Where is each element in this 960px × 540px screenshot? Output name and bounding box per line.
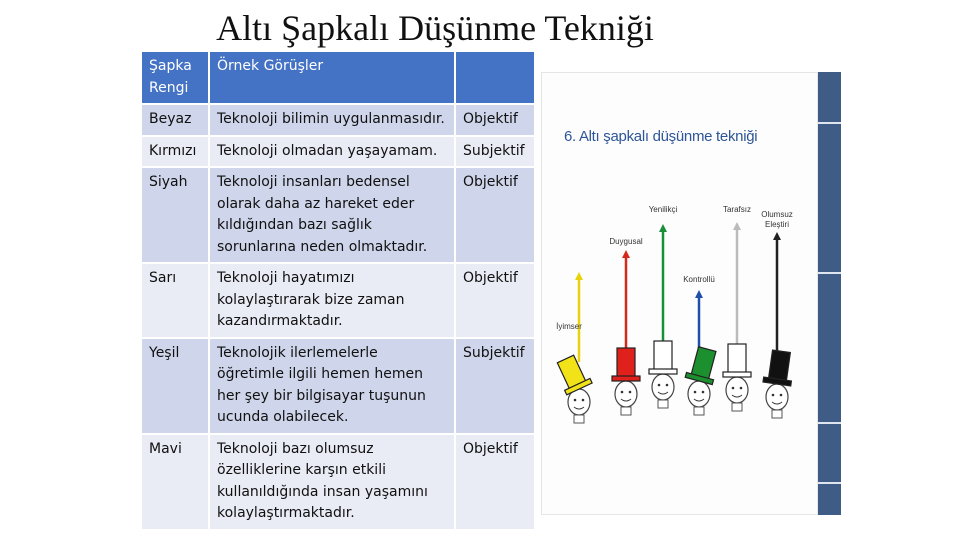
neck <box>621 407 631 415</box>
eye <box>702 391 705 394</box>
arrow-head <box>575 272 583 280</box>
header-hat-color: Şapka Rengi <box>141 51 209 104</box>
hat-label: Yenilikçi <box>648 205 678 214</box>
eye <box>740 387 743 390</box>
arrow-head <box>622 250 630 258</box>
neck <box>772 410 782 418</box>
arrow-head <box>695 290 703 298</box>
hat-crown <box>728 344 746 374</box>
table-row <box>141 104 535 136</box>
type-cell: Objektif <box>455 434 535 530</box>
opinion-cell: Teknoloji insanları bedensel olarak daha az hareket eder kıldığından bazı sağlık sorunlarına neden olmaktadır. <box>209 167 455 263</box>
eye <box>732 387 735 390</box>
header-type <box>455 51 535 104</box>
table-row <box>141 136 535 168</box>
hat-color-cell: Kırmızı <box>141 136 209 168</box>
hat <box>763 349 795 386</box>
neck <box>694 407 704 415</box>
opinion-cell: Teknoloji hayatımızı kolaylaştırarak bize zaman kazandırmaktadır. <box>209 263 455 338</box>
opinion-cell: Teknoloji bilimin uygulanmasıdır. <box>209 104 455 136</box>
opinion-cell: Teknolojik ilerlemelerle öğretimle ilgili hemen hemen her şey bir bilgisayar tuşunun ucunda olabilecek. <box>209 338 455 434</box>
eye <box>582 399 585 402</box>
illustration-title: 6. Altı şapkalı düşünme tekniği <box>564 128 758 145</box>
opinion-cell: Teknoloji olmadan yaşayamam. <box>209 136 455 168</box>
hat-label: Kontrollü <box>683 275 715 284</box>
arrow-head <box>773 232 781 240</box>
person-head <box>766 384 788 410</box>
hat-label: Duygusal <box>609 237 643 246</box>
neck <box>658 400 668 408</box>
hat-color-cell: Sarı <box>141 263 209 338</box>
arrow-head <box>659 224 667 232</box>
table-row <box>141 338 535 434</box>
hats-drawing <box>541 72 818 515</box>
hat-brim <box>723 372 751 377</box>
hat <box>723 344 751 377</box>
arrow-head <box>733 222 741 230</box>
hat <box>685 345 721 384</box>
hat-brim <box>649 369 677 374</box>
hat-color-cell: Yeşil <box>141 338 209 434</box>
eye <box>658 384 661 387</box>
type-cell: Objektif <box>455 167 535 263</box>
type-cell: Objektif <box>455 104 535 136</box>
table-row <box>141 263 535 338</box>
table-header-row <box>141 51 535 104</box>
neck <box>574 415 584 423</box>
hat <box>553 353 592 395</box>
person-head <box>615 381 637 407</box>
six-hats-illustration <box>541 72 841 515</box>
hat-label: Olumsuz <box>761 210 793 219</box>
opinion-cell: Teknoloji bazı olumsuz özelliklerine karşın etkili kullanıldığında insan yaşamını kolaylaştırmaktadır. <box>209 434 455 530</box>
hat-label: Tarafsız <box>722 205 752 214</box>
hat-brim <box>612 376 640 381</box>
person-head <box>652 374 674 400</box>
person-head <box>688 381 710 407</box>
hat-color-cell: Beyaz <box>141 104 209 136</box>
hat-crown <box>617 348 635 378</box>
page-title: Altı Şapkalı Düşünme Tekniği <box>216 8 654 48</box>
header-opinions: Örnek Görüşler <box>209 51 455 104</box>
eye <box>694 391 697 394</box>
hat-label: İyimser <box>556 322 582 331</box>
eye <box>621 391 624 394</box>
hat-crown <box>654 341 672 371</box>
hat <box>649 341 677 374</box>
eye <box>772 394 775 397</box>
neck <box>732 403 742 411</box>
type-cell: Subjektif <box>455 338 535 434</box>
person-head <box>726 377 748 403</box>
table-row <box>141 434 535 530</box>
type-cell: Subjektif <box>455 136 535 168</box>
side-decoration-bar <box>818 72 841 515</box>
hat-color-cell: Siyah <box>141 167 209 263</box>
hats-table <box>140 50 536 531</box>
eye <box>780 394 783 397</box>
hat-label: Eleştiri <box>764 220 790 229</box>
hat-color-cell: Mavi <box>141 434 209 530</box>
table-row <box>141 167 535 263</box>
hat <box>612 348 640 381</box>
hat-crown <box>768 350 790 382</box>
eye <box>629 391 632 394</box>
eye <box>666 384 669 387</box>
type-cell: Objektif <box>455 263 535 338</box>
eye <box>574 399 577 402</box>
